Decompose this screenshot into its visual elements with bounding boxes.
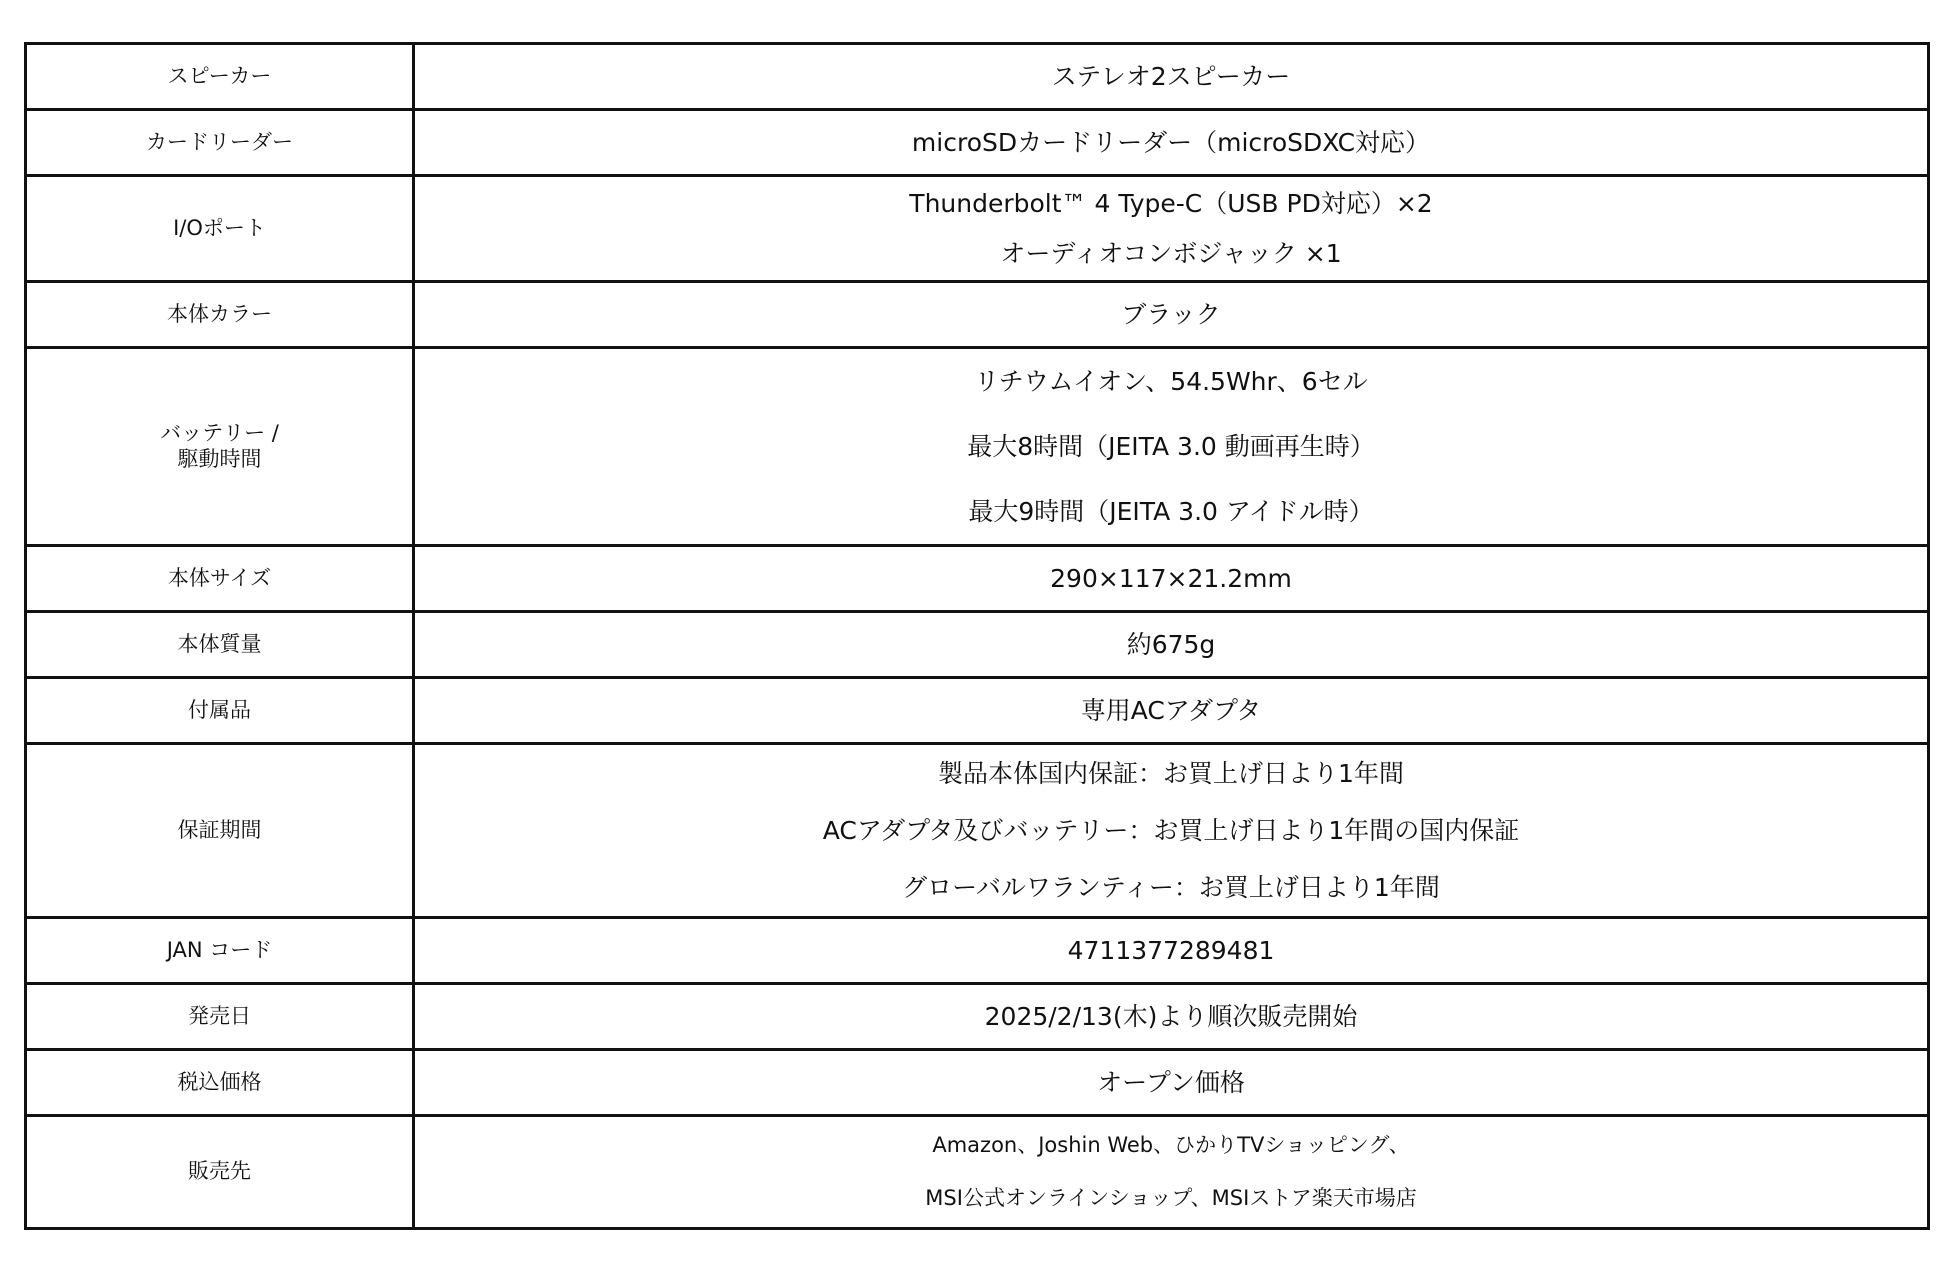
row-value [414,348,1929,546]
battery-line: 最大9時間（JEITA 3.0 アイドル時） [968,496,1374,526]
row-value: ステレオ2スピーカー [414,44,1929,110]
row-value: microSDカードリーダー（microSDXC対応） [414,110,1929,176]
row-label: 本体サイズ [26,546,414,612]
row-label [26,348,414,546]
row-label: カードリーダー [26,110,414,176]
row-label: I/Oポート [26,176,414,282]
battery-line: リチウムイオン、54.5Whr、6セル [974,366,1368,396]
table-row-card-reader [26,110,1929,176]
row-value: 2025/2/13(木)より順次販売開始 [414,984,1929,1050]
row-value: 専用ACアダプタ [414,678,1929,744]
row-label: スピーカー [26,44,414,110]
row-label: 本体カラー [26,282,414,348]
warranty-line: 製品本体国内保証：お買上げ日より1年間 [938,758,1404,788]
table-row-weight [26,612,1929,678]
table-row-color [26,282,1929,348]
table-row-jan-code [26,918,1929,984]
table-row-speaker [26,44,1929,110]
row-label: 発売日 [26,984,414,1050]
table-row-release-date [26,984,1929,1050]
row-value: 290×117×21.2mm [414,546,1929,612]
row-value [414,744,1929,918]
row-label: 税込価格 [26,1050,414,1116]
warranty-line: ACアダプタ及びバッテリー：お買上げ日より1年間の国内保証 [822,815,1520,845]
battery-line: 最大8時間（JEITA 3.0 動画再生時） [967,431,1375,461]
label-line: バッテリー / [160,421,279,446]
row-value: 約675g [414,612,1929,678]
label-line: 駆動時間 [177,446,262,471]
table-row-accessories [26,678,1929,744]
row-value [414,176,1929,282]
table-row-retailers [26,1116,1929,1229]
row-label: 付属品 [26,678,414,744]
table-row-io-ports [26,176,1929,282]
row-label: 保証期間 [26,744,414,918]
row-value: オープン価格 [414,1050,1929,1116]
io-port-line: オーディオコンボジャック ×1 [1000,238,1342,268]
io-port-line: Thunderbolt™ 4 Type-C（USB PD対応）×2 [909,188,1433,218]
table-row-price [26,1050,1929,1116]
row-value: ブラック [414,282,1929,348]
table-row-warranty [26,744,1929,918]
table-row-size [26,546,1929,612]
row-label: 本体質量 [26,612,414,678]
row-value [414,1116,1929,1229]
retailer-line: MSI公式オンラインショップ、MSIストア楽天市場店 [925,1185,1417,1210]
row-value: 4711377289481 [414,918,1929,984]
retailer-line: Amazon、Joshin Web、ひかりTVショッピング、 [932,1133,1410,1158]
spec-table [24,42,1930,1230]
table-row-battery [26,348,1929,546]
row-label: JAN コード [26,918,414,984]
row-label: 販売先 [26,1116,414,1229]
warranty-line: グローバルワランティー：お買上げ日より1年間 [902,872,1440,902]
